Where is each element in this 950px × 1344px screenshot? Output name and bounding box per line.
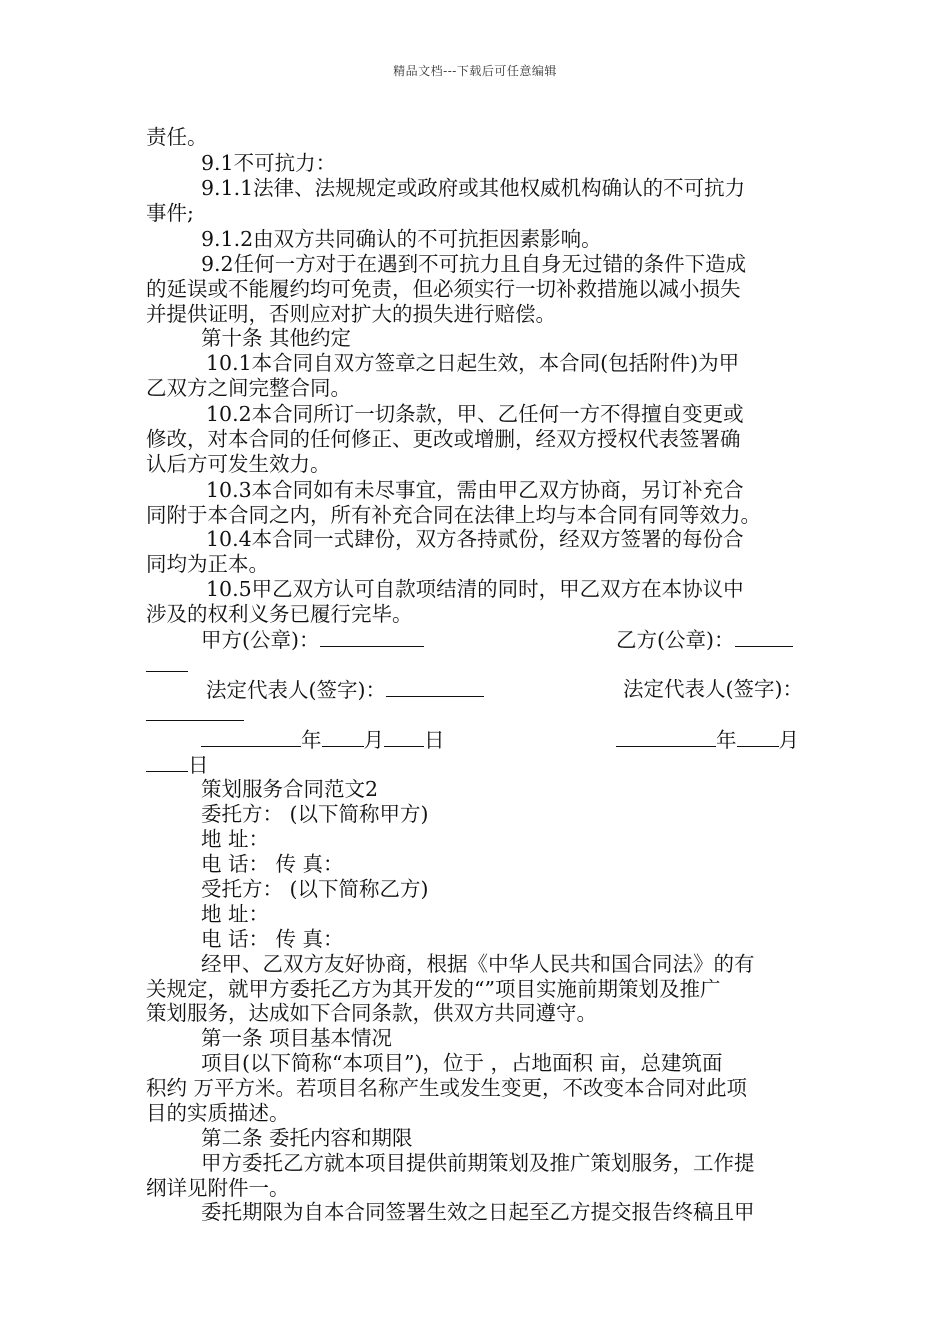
legal-rep-b-label: 法定代表人(签字)： (623, 677, 803, 701)
party-a-seal-label: 甲方(公章)： (201, 628, 320, 652)
clause-9-2: 9.2任何一方对于在遇到不可抗力且自身无过错的条件下造成 (201, 252, 747, 276)
text-line: 关规定，就甲方委托乙方为其开发的“”项目实施前期策划及推广 (146, 977, 721, 1001)
text-line: 并提供证明，否则应对扩大的损失进行赔偿。 (146, 302, 556, 326)
date-b-day (146, 751, 209, 778)
party-b-seal (616, 626, 793, 653)
legal-rep-a-label: 法定代表人(签字)： (206, 678, 386, 702)
month-label: 月 (363, 728, 384, 752)
day-label: 日 (188, 753, 209, 777)
party-a-seal (201, 626, 424, 653)
client-address: 地 址： (201, 827, 270, 851)
date-b (616, 726, 799, 753)
clause-10-5: 10.5甲乙双方认可自款项结清的同时，甲乙双方在本协议中 (206, 577, 744, 601)
month-label: 月 (778, 728, 799, 752)
article-1-heading: 第一条 项目基本情况 (201, 1026, 393, 1050)
contractor-address: 地 址： (201, 902, 270, 926)
clause-10-4: 10.4本合同一式肆份，双方各持贰份，经双方签署的每份合 (206, 527, 744, 551)
text-line: 的延误或不能履约均可免责，但必须实行一切补救措施以减小损失 (146, 277, 741, 301)
article-10-heading: 第十条 其他约定 (201, 326, 352, 350)
preamble: 经甲、乙双方友好协商，根据《中华人民共和国合同法》的有 (201, 952, 755, 976)
clause-9-1: 9.1不可抗力： (201, 151, 337, 175)
clause-10-3: 10.3本合同如有未尽事宜，需由甲乙双方协商，另订补充合 (206, 478, 744, 502)
date-a (201, 726, 445, 753)
text-line: 责任。 (146, 125, 208, 149)
article-2-heading: 第二条 委托内容和期限 (201, 1126, 413, 1150)
contractor-field: 受托方： (以下简称乙方) (201, 877, 429, 901)
article-1-body: 项目(以下简称“本项目”)，位于 ，占地面积 亩，总建筑面 (201, 1051, 723, 1075)
client-phone-fax: 电 话： 传 真： (201, 852, 344, 876)
text-line: 同附于本合同之内，所有补充合同在法律上均与本合同有同等效力。 (146, 503, 761, 527)
text-line: 纲详见附件一。 (146, 1176, 290, 1200)
year-label: 年 (716, 728, 737, 752)
text-line: 修改，对本合同的任何修正、更改或增删，经双方授权代表签署确 (146, 427, 741, 451)
text-line: 同均为正本。 (146, 552, 269, 576)
text-line: 目的实质描述。 (146, 1101, 290, 1125)
legal-rep-a-blank (386, 676, 484, 697)
text-line: 乙双方之间完整合同。 (146, 376, 351, 400)
article-2-body: 甲方委托乙方就本项目提供前期策划及推广策划服务，工作提 (201, 1151, 755, 1175)
party-b-seal-blank-continued (146, 651, 188, 678)
text-line: 策划服务，达成如下合同条款，供双方共同遵守。 (146, 1001, 597, 1025)
day-label: 日 (424, 728, 445, 752)
clause-10-1: 10.1本合同自双方签章之日起生效，本合同(包括附件)为甲 (206, 351, 740, 375)
text-line: 积约 万平方米。若项目名称产生或发生变更，不改变本合同对此项 (146, 1076, 748, 1100)
clause-9-1-2: 9.1.2由双方共同确认的不可抗拒因素影响。 (201, 227, 602, 251)
clause-9-1-1: 9.1.1法律、法规规定或政府或其他权威机构确认的不可抗力 (201, 176, 746, 200)
party-b-seal-label: 乙方(公章)： (616, 628, 735, 652)
text-line: 涉及的权利义务已履行完毕。 (146, 602, 413, 626)
year-label: 年 (301, 728, 322, 752)
legal-rep-a (206, 676, 484, 703)
contract-2-title: 策划服务合同范文2 (201, 777, 379, 801)
entrustment-period: 委托期限为自本合同签署生效之日起至乙方提交报告终稿且甲 (201, 1200, 755, 1224)
contractor-phone-fax: 电 话： 传 真： (201, 927, 344, 951)
legal-rep-b-blank (146, 700, 244, 727)
text-line: 事件; (146, 201, 194, 225)
page-header: 精品文档---下载后可任意编辑 (393, 64, 557, 78)
party-b-seal-blank (735, 626, 793, 647)
text-line: 认后方可发生效力。 (146, 452, 331, 476)
clause-10-2: 10.2本合同所订一切条款，甲、乙任何一方不得擅自变更或 (206, 402, 744, 426)
client-field: 委托方： (以下简称甲方) (201, 802, 429, 826)
party-a-seal-blank (320, 626, 424, 647)
